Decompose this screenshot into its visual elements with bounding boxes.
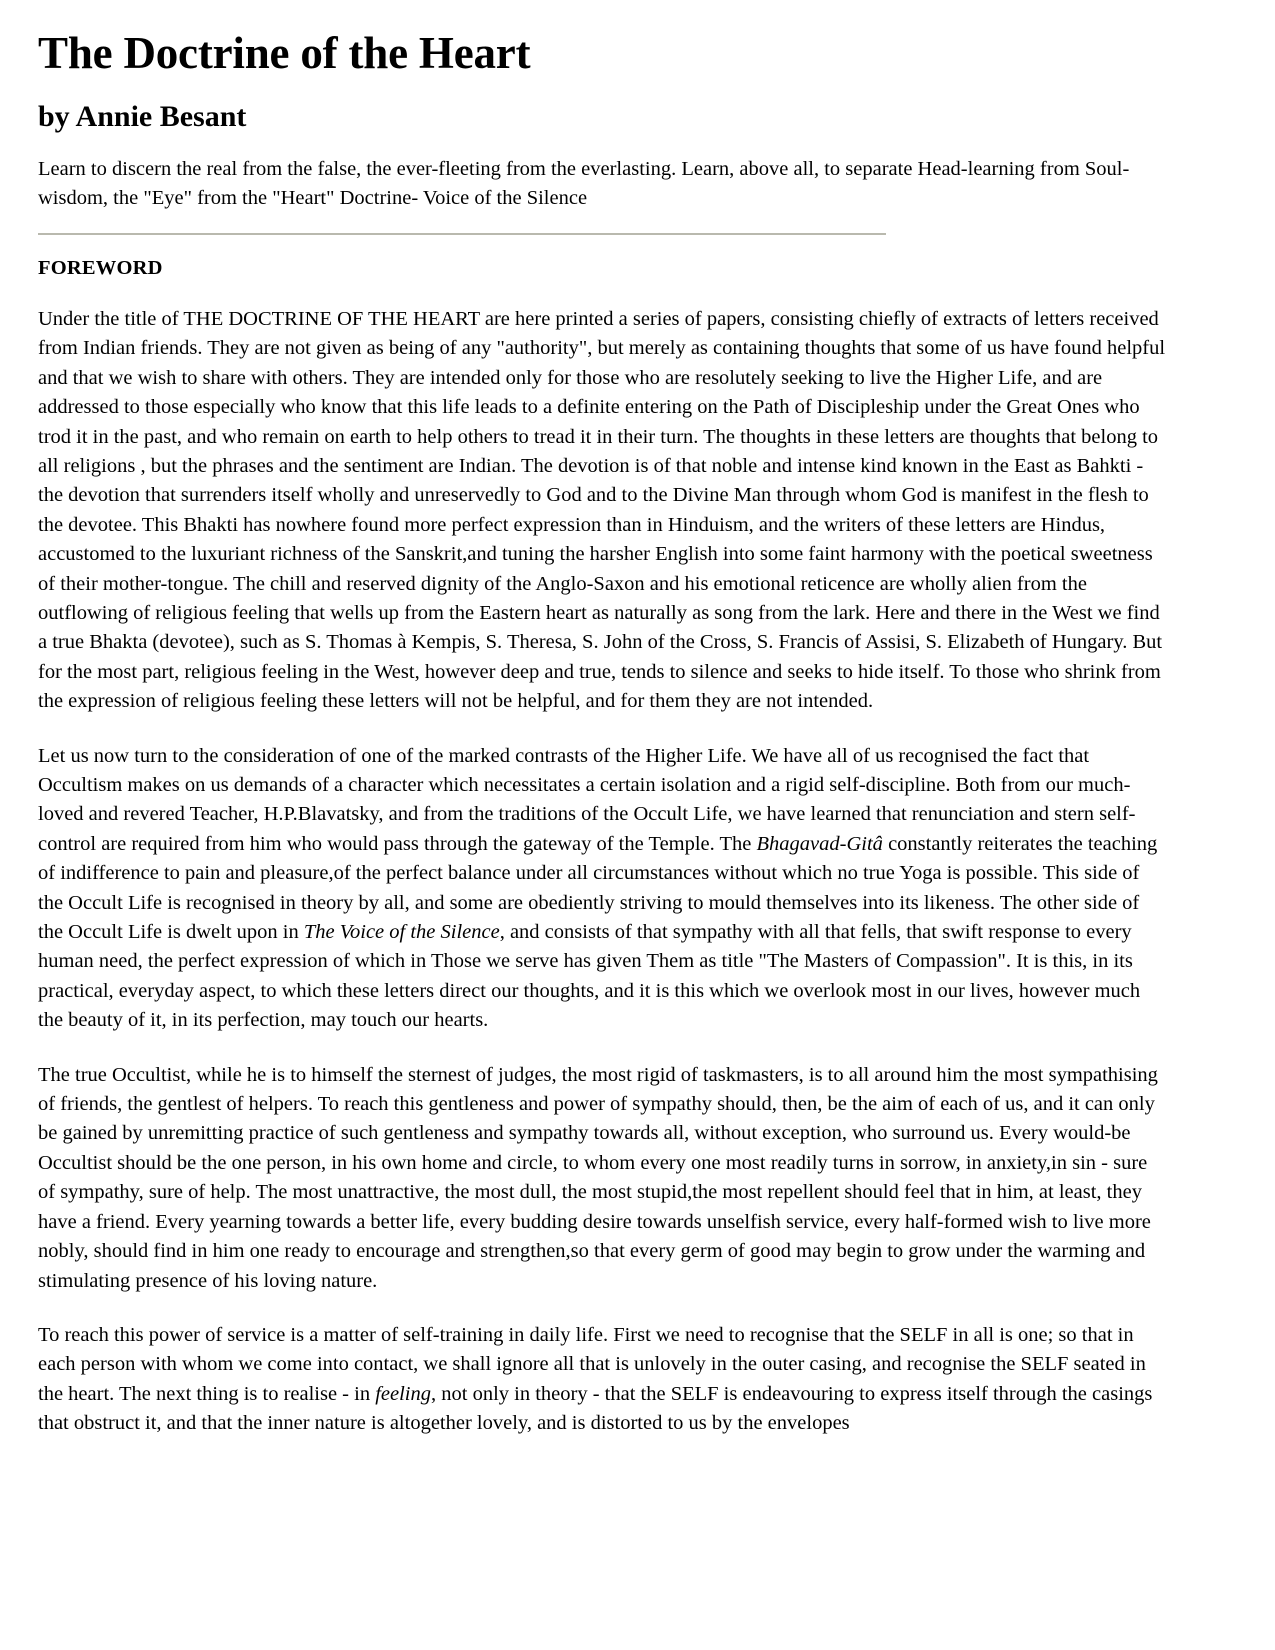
text-run: , not only in theory - that the SELF is endeavouring to express itself through the casings that obstruct it, and that the inner nature is altogether lovely, and is distorted to us by the envelopes xyxy=(38,1382,1153,1435)
body-text-container xyxy=(38,305,1190,1439)
body-paragraph xyxy=(38,1321,1168,1439)
horizontal-divider xyxy=(38,233,886,235)
text-run: The true Occultist, while he is to himself the sternest of judges, the most rigid of taskmasters, is to all around him the most sympathising of friends, the gentlest of helpers. To reach this gentleness and power of sympathy should, then, be the aim of each of us, and it can only be gained by unremitting practice of such gentleness and sympathy towards all, without exception, who surround us. Every would-be Occultist should be the one person, in his own home and circle, to whom every one most readily turns in sorrow, in anxiety,in sin - sure of sympathy, sure of help. The most unattractive, the most dull, the most stupid,the most repellent should feel that in him, at least, they have a friend. Every yearning towards a better life, every budding desire towards unselfish service, every half-formed wish to live more nobly, should find in him one ready to encourage and strengthen,so that every germ of good may begin to grow under the warming and stimulating presence of his loving nature. xyxy=(38,1063,1158,1292)
italic-text-run: feeling xyxy=(375,1382,432,1405)
section-heading-foreword: FOREWORD xyxy=(38,256,163,279)
italic-text-run: The Voice of the Silence xyxy=(303,921,500,944)
epigraph-quote: Learn to discern the real from the false, the ever-fleeting from the everlasting. Learn, above all, to separate Head-learning from Soul-wisdom, the "Eye" from the "Heart" Doctrine- Voice of the Silence xyxy=(38,157,1130,209)
author-byline: by Annie Besant xyxy=(38,99,247,133)
text-run: constantly reiterates the teaching of indifference to pain and pleasure,of the perfect balance under all circumstances without which no true Yoga is possible. This side of the Occult Life is recognised in theory by all, and some are obediently striving to mould themselves into its likeness. The other side of the Occult Life is dwelt upon in xyxy=(38,832,1158,944)
text-run: Under the title of THE DOCTRINE OF THE HEART are here printed a series of papers, consisting chiefly of extracts of letters received from Indian friends. They are not given as being of any "authority", but merely as containing thoughts that some of us have found helpful and that we wish to share with others. They are intended only for those who are resolutely seeking to live the Higher Life, and are addressed to those especially who know that this life leads to a definite entering on the Path of Discipleship under the Great Ones who trod it in the past, and who remain on earth to help others to tread it in their turn. The thoughts in these letters are thoughts that belong to all religions , but the phrases and the sentiment are Indian. The devotion is of that noble and intense kind known in the East as Bahkti - the devotion that surrenders itself wholly and unreservedly to God and to the Divine Man through whom God is manifest in the flesh to the devotee. This Bhakti has nowhere found more perfect expression than in Hinduism, and the writers of these letters are Hindus, accustomed to the luxuriant richness of the Sanskrit,and tuning the harsher English into some faint harmony with the poetical sweetness of their mother-tongue. The chill and reserved dignity of the Anglo-Saxon and his emotional reticence are wholly alien from the outflowing of religious feeling that wells up from the Eastern heart as naturally as song from the lark. Here and there in the West we find a true Bhakta (devotee), such as S. Thomas à Kempis, S. Theresa, S. John of the Cross, S. Francis of Assisi, S. Elizabeth of Hungary. But for the most part, religious feeling in the West, however deep and true, tends to silence and seeks to hide itself. To those who shrink from the expression of religious feeling these letters will not be helpful, and for them they are not intended. xyxy=(38,307,1166,713)
body-paragraph xyxy=(38,305,1168,717)
text-run: , and consists of that sympathy with all that fells, that swift response to every human need, the perfect expression of which in Those we serve has given Them as title "The Masters of Compassion". It is this, in its practical, everyday aspect, to which these letters direct our thoughts, and it is this which we overlook most in our lives, however much the beauty of it, in its perfection, may touch our hearts. xyxy=(38,921,1141,1032)
body-paragraph xyxy=(38,742,1168,1036)
italic-text-run: Bhagavad-Gitâ xyxy=(756,832,883,855)
body-paragraph xyxy=(38,1061,1168,1296)
text-run: To reach this power of service is a matter of self-training in daily life. First we need to recognise that the SELF in all is one; so that in each person with whom we come into contact, we shall ignore all that is unlovely in the outer casing, and recognise the SELF seated in the heart. The next thing is to realise - in xyxy=(38,1323,1146,1405)
text-run: Let us now turn to the consideration of one of the marked contrasts of the Higher Life. We have all of us recognised the fact that Occultism makes on us demands of a character which necessitates a certain isolation and a rigid self-discipline. Both from our much-loved and revered Teacher, H.P.Blavatsky, and from the traditions of the Occult Life, we have learned that renunciation and stern self-control are required from him who would pass through the gateway of the Temple. The xyxy=(38,744,1136,855)
page-title: The Doctrine of the Heart xyxy=(38,28,531,78)
